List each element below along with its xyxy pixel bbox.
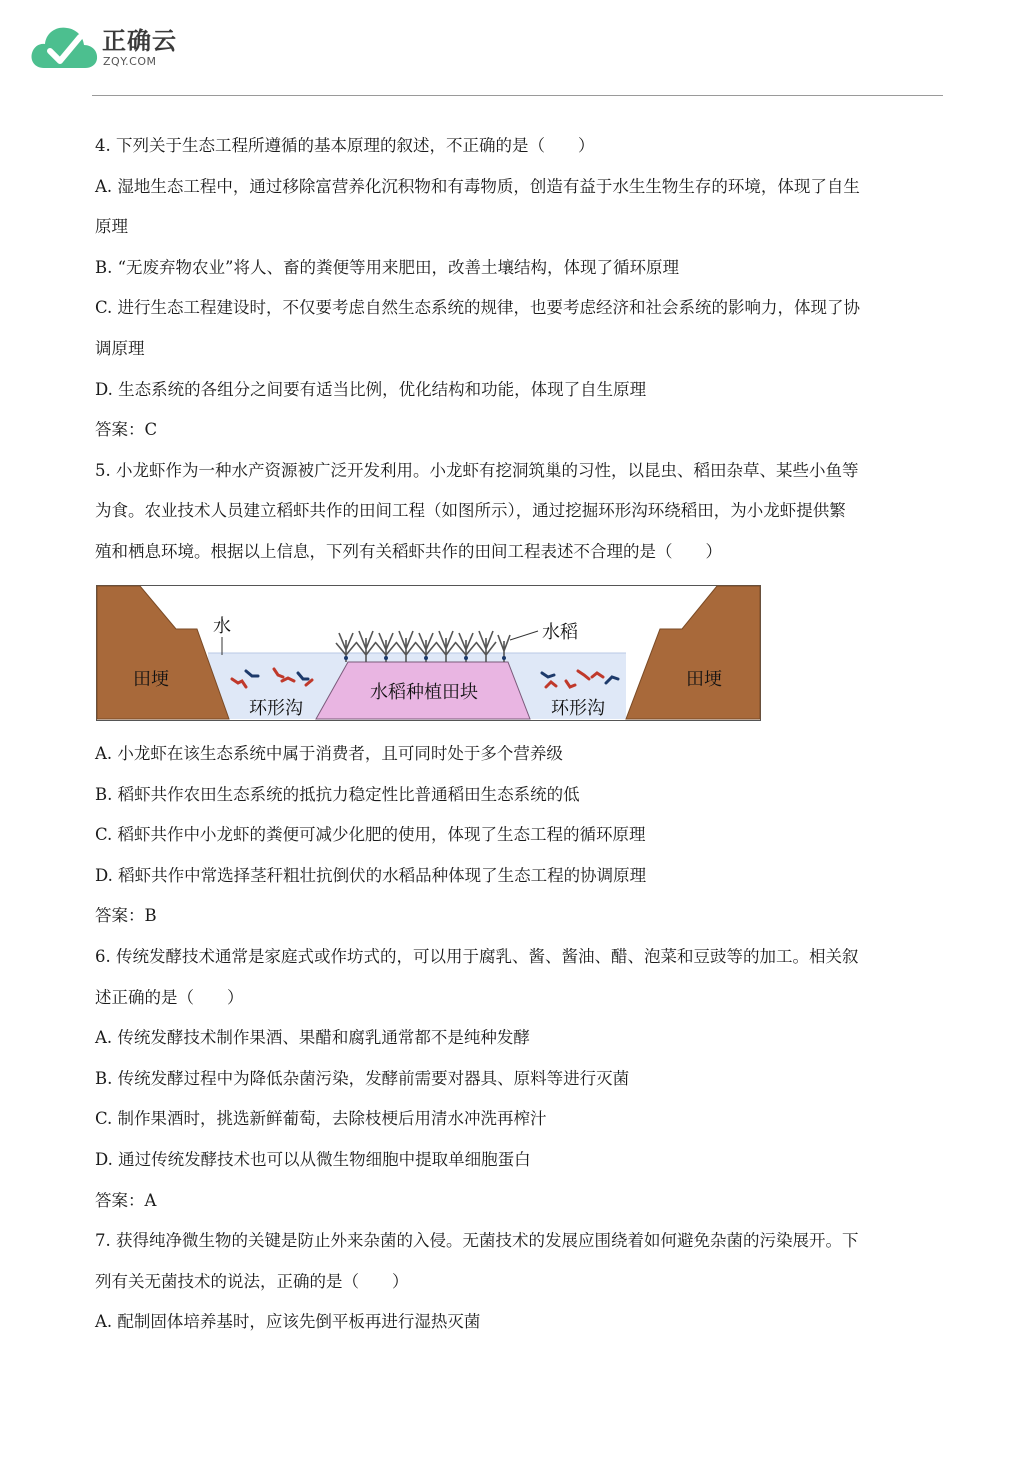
brand-name: 正确云 — [102, 27, 177, 55]
q4-answer: 答案：C — [95, 420, 158, 440]
q4-option-a: A. 湿地生态工程中，通过移除富营养化沉积物和有毒物质，创造有益于水生生物生存的环境，体现了自生 — [95, 176, 860, 196]
q5-option-a: A. 小龙虾在该生态系统中属于消费者，且可同时处于多个营养级 — [95, 744, 563, 763]
q5-answer: 答案：B — [95, 906, 157, 926]
rice-crayfish-field-diagram — [96, 585, 761, 721]
header-divider — [92, 95, 943, 96]
q5-stem-3: 殖和栖息环境。根据以上信息，下列有关稻虾共作的田间工程表述不合理的是（ ） — [95, 541, 722, 561]
q4-option-b: B. “无废弃物农业”将人、畜的粪便等用来肥田，改善土壤结构，体现了循环原理 — [95, 257, 679, 277]
q4-stem: 4. 下列关于生态工程所遵循的基本原理的叙述，不正确的是（ ） — [95, 136, 595, 155]
q6-stem-2: 述正确的是（ ） — [95, 987, 244, 1007]
q6-option-c: C. 制作果酒时，挑选新鲜葡萄，去除枝梗后用清水冲洗再榨汁 — [95, 1109, 547, 1129]
water-label: 水 — [213, 616, 231, 637]
left-ditch-label: 环形沟 — [249, 698, 303, 719]
q5-stem-2: 为食。农业技术人员建立稻虾共作的田间工程（如图所示），通过挖掘环形沟环绕稻田，为小龙虾提供繁 — [95, 501, 846, 521]
q6-answer: 答案：A — [95, 1190, 157, 1210]
q4-option-d: D. 生态系统的各组分之间要有适当比例，优化结构和功能，体现了自生原理 — [95, 379, 647, 399]
rice-block-label: 水稻种植田块 — [370, 682, 478, 703]
q6-option-b: B. 传统发酵过程中为降低杂菌污染，发酵前需要对器具、原料等进行灭菌 — [95, 1068, 630, 1088]
rice-label: 水稻 — [542, 622, 578, 643]
q7-stem-2: 列有关无菌技术的说法，正确的是（ ） — [95, 1271, 409, 1291]
right-ridge-label: 田埂 — [686, 669, 722, 690]
q7-option-a: A. 配制固体培养基时，应该先倒平板再进行湿热灭菌 — [95, 1312, 481, 1332]
q5-stem-1: 5. 小龙虾作为一种水产资源被广泛开发利用。小龙虾有挖洞筑巢的习性，以昆虫、稻田杂草、某些小鱼等 — [95, 460, 859, 480]
q4-option-c: C. 进行生态工程建设时，不仅要考虑自然生态系统的规律，也要考虑经济和社会系统的影响力，体现了协 — [95, 298, 861, 318]
q5-option-b: B. 稻虾共作农田生态系统的抵抗力稳定性比普通稻田生态系统的低 — [95, 784, 580, 804]
q5-option-d: D. 稻虾共作中常选择茎秆粗壮抗倒伏的水稻品种体现了生态工程的协调原理 — [95, 865, 647, 885]
q4-option-c-cont: 调原理 — [95, 338, 145, 358]
zqy-cloud-check-icon — [30, 20, 100, 76]
q7-stem-1: 7. 获得纯净微生物的关键是防止外来杂菌的入侵。无菌技术的发展应围绕着如何避免杂菌的污染展开。下 — [95, 1231, 859, 1251]
page-header — [0, 0, 1034, 100]
brand-domain: ZQY.COM — [103, 55, 157, 68]
q6-option-a: A. 传统发酵技术制作果酒、果醋和腐乳通常都不是纯种发酵 — [95, 1028, 530, 1048]
q6-stem-1: 6. 传统发酵技术通常是家庭式或作坊式的，可以用于腐乳、酱、酱油、醋、泡菜和豆豉等的加工。相关叙 — [95, 946, 859, 966]
left-ridge-label: 田埂 — [133, 669, 169, 690]
questions-lower — [95, 734, 945, 1343]
q4-option-a-cont: 原理 — [95, 217, 128, 237]
q6-option-d: D. 通过传统发酵技术也可以从微生物细胞中提取单细胞蛋白 — [95, 1149, 531, 1169]
questions-upper — [95, 126, 945, 573]
q5-option-c: C. 稻虾共作中小龙虾的粪便可减少化肥的使用，体现了生态工程的循环原理 — [95, 825, 646, 845]
right-ditch-label: 环形沟 — [551, 698, 605, 719]
